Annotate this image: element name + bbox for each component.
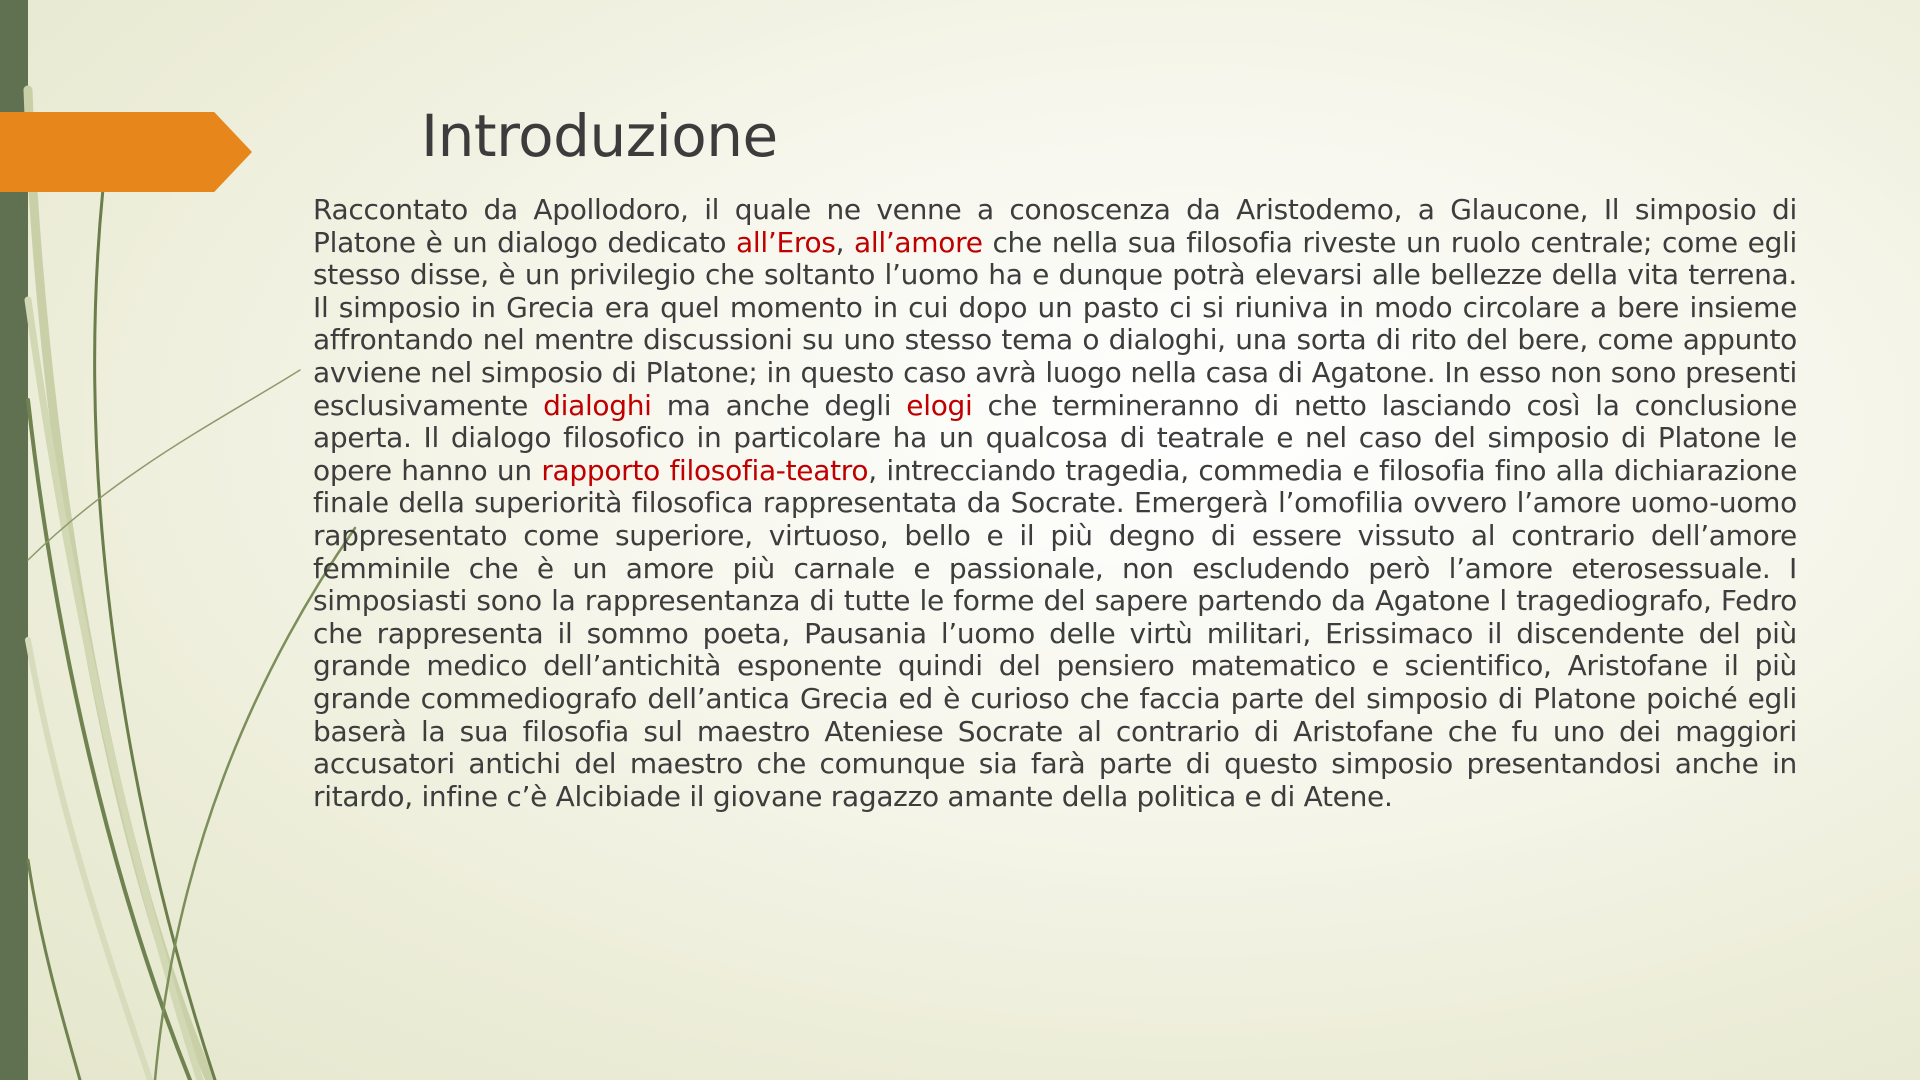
grass-line-dark-3 xyxy=(28,860,80,1080)
body-text-segment: che termineranno di netto lasciando così la conclusione aperta. Il dialogo filosofico in particolare ha un qualcosa di teatrale e nel caso del simposio di Platone le opere hanno un xyxy=(313,388,1797,487)
body-text-segment: Raccontato da Apollodoro, il quale ne venne a conoscenza da Aristodemo, a Glaucone, Il simposio di Platone è un dialogo dedicato xyxy=(313,193,1797,259)
body-text-segment: che nella sua filosofia riveste un ruolo centrale; come egli stesso disse, è un privilegio che soltanto l’uomo ha e dunque potrà elevarsi alle bellezze della vita terrena. Il simposio in Grecia era quel momento in cui dopo un pasto ci si riuniva in modo circolare a bere insieme affrontando nel mentre discussioni su uno stesso tema o dialoghi, una sorta di rito del bere, come appunto avviene nel simposio di Platone; in questo caso avrà luogo nella casa di Agatone. In esso non sono presenti esclusivamente xyxy=(313,225,1797,422)
grass-line-dark-1 xyxy=(95,130,215,1080)
highlight-amore: all’amore xyxy=(854,225,983,259)
highlight-eros: all’Eros xyxy=(736,225,836,259)
slide-body-text xyxy=(313,194,1797,813)
slide-title: Introduzione xyxy=(421,102,778,170)
title-arrow-accent xyxy=(0,112,252,192)
body-text-segment: ma anche degli xyxy=(651,388,907,422)
highlight-dialoghi: dialoghi xyxy=(543,388,652,422)
grass-line-thin-1 xyxy=(28,370,300,560)
grass-line-pale-3 xyxy=(28,640,150,1080)
highlight-elogi: elogi xyxy=(906,388,973,422)
body-text-segment: , xyxy=(835,225,855,259)
body-text-segment: , intrecciando tragedia, commedia e filosofia fino alla dichiarazione finale della superiorità filosofica rappresentata da Socrate. Emergerà l’omofilia ovvero l’amore uomo-uomo rappresentato come superiore, virtuoso, bello e il più degno di essere vissuto al contrario dell’amore femminile che è un amore più carnale e passionale, non escludendo però l’amore eterosessuale. I simposiasti sono la rappresentanza di tutte le forme del sapere partendo da Agatone l tragediografo, Fedro che rappresenta il sommo poeta, Pausania l’uomo delle virtù militari, Erissimaco il discendente del più grande medico dell’antichità esponente quindi del pensiero matematico e scientifico, Aristofane il più grande commediografo dell’antica Grecia ed è curioso che faccia parte del simposio di Platone poiché egli baserà la sua filosofia sul maestro Ateniese Socrate al contrario di Aristofane che fu uno dei maggiori accusatori antichi del maestro che comunque sia farà parte di questo simposio presentandosi anche in ritardo, infine c’è Alcibiade il giovane ragazzo amante della politica e di Atene. xyxy=(313,453,1797,813)
highlight-rapporto-filosofia-teatro: rapporto filosofia-teatro xyxy=(541,453,869,487)
grass-line-pale-2 xyxy=(28,300,200,1080)
grass-line-dark-2 xyxy=(28,400,190,1080)
grass-line-pale-1 xyxy=(28,90,210,1080)
